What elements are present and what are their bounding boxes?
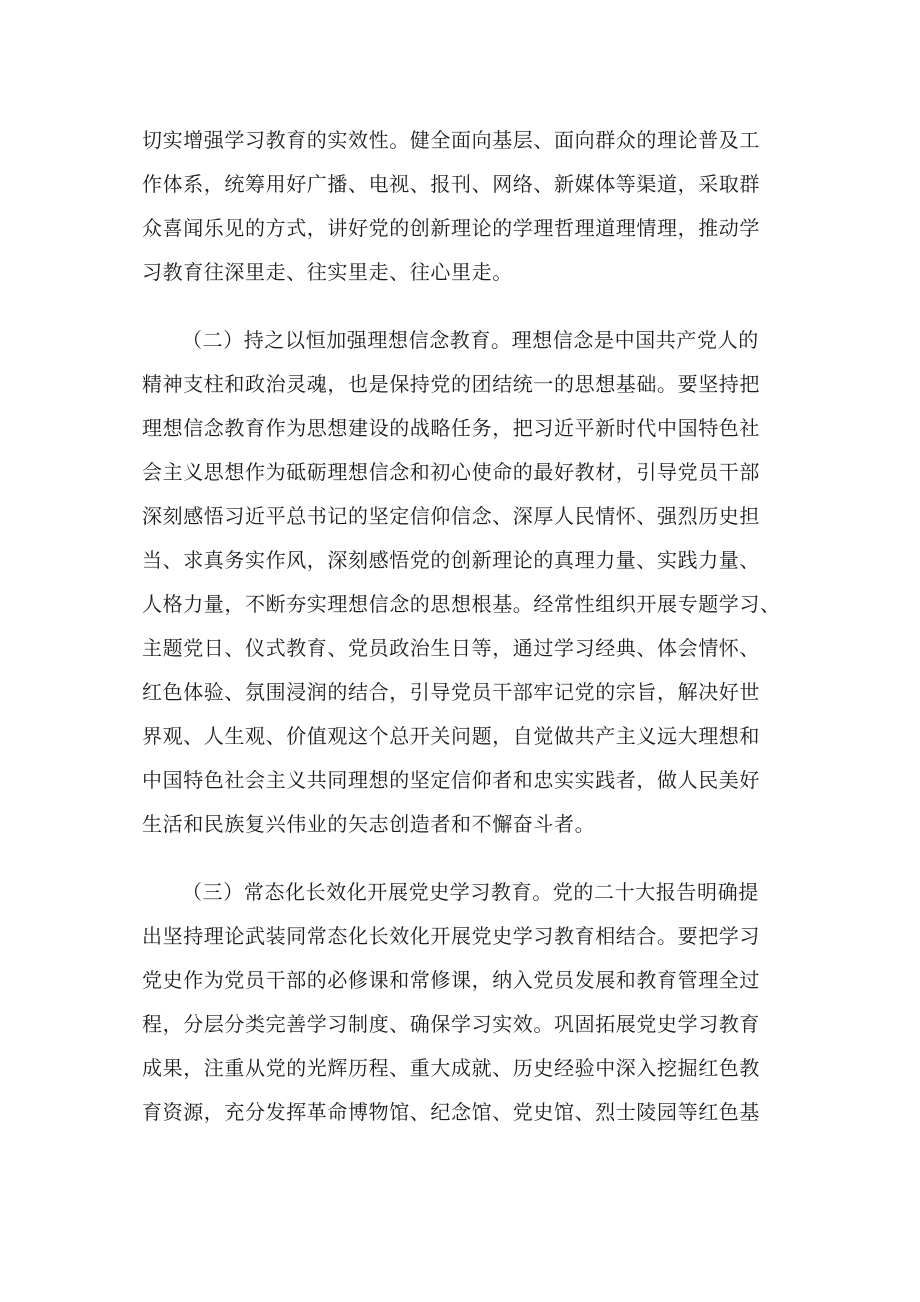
text-line: 主题党日、仪式教育、党员政治生日等，通过学习经典、体会情怀、: [142, 636, 760, 660]
text-line: 界观、人生观、价值观这个总开关问题，自觉做共产主义远大理想和: [142, 724, 760, 748]
text-line: 成果，注重从党的光辉历程、重大成就、历史经验中深入挖掘红色教: [142, 1056, 760, 1080]
text-line: 出坚持理论武装同常态化长效化开展党史学习教育相结合。要把学习: [142, 924, 760, 948]
paragraph-3: [142, 870, 778, 1134]
text-line: 精神支柱和政治灵魂，也是保持党的团结统一的思想基础。要坚持把: [142, 372, 760, 396]
document-body: [142, 118, 781, 1134]
text-line: 众喜闻乐见的方式，讲好党的创新理论的学理哲理道理情理，推动学: [142, 216, 760, 240]
paragraph-1: [142, 118, 778, 294]
text-line: 程，分层分类完善学习制度、确保学习实效。巩固拓展党史学习教育: [142, 1012, 760, 1036]
text-line: 深刻感悟习近平总书记的坚定信仰信念、深厚人民情怀、强烈历史担: [142, 504, 760, 528]
text-line: 理想信念教育作为思想建设的战略任务，把习近平新时代中国特色社: [142, 416, 760, 440]
text-line: 生活和民族复兴伟业的矢志创造者和不懈奋斗者。: [142, 812, 596, 836]
text-line: 育资源，充分发挥革命博物馆、纪念馆、党史馆、烈士陵园等红色基: [142, 1100, 760, 1124]
paragraph-gap: [142, 846, 778, 870]
paragraph-2: [142, 318, 781, 846]
text-line: 人格力量，不断夯实理想信念的思想根基。经常性组织开展专题学习、: [142, 592, 781, 616]
text-line: 中国特色社会主义共同理想的坚定信仰者和忠实实践者，做人民美好: [142, 768, 760, 792]
text-line-first: （二）持之以恒加强理想信念教育。理想信念是中国共产党人的: [182, 328, 759, 352]
text-line: 党史作为党员干部的必修课和常修课，纳入党员发展和教育管理全过: [142, 968, 760, 992]
text-line: 当、求真务实作风，深刻感悟党的创新理论的真理力量、实践力量、: [142, 548, 760, 572]
text-line: 红色体验、氛围浸润的结合，引导党员干部牢记党的宗旨，解决好世: [142, 680, 760, 704]
text-line: 作体系，统筹用好广播、电视、报刊、网络、新媒体等渠道，采取群: [142, 172, 760, 196]
text-line-first: （三）常态化长效化开展党史学习教育。党的二十大报告明确提: [182, 880, 759, 904]
paragraph-gap: [142, 294, 778, 318]
text-line: 习教育往深里走、往实里走、往心里走。: [142, 260, 513, 284]
text-line: 会主义思想作为砥砺理想信念和初心使命的最好教材，引导党员干部: [142, 460, 760, 484]
text-line: 切实增强学习教育的实效性。健全面向基层、面向群众的理论普及工: [142, 128, 760, 152]
